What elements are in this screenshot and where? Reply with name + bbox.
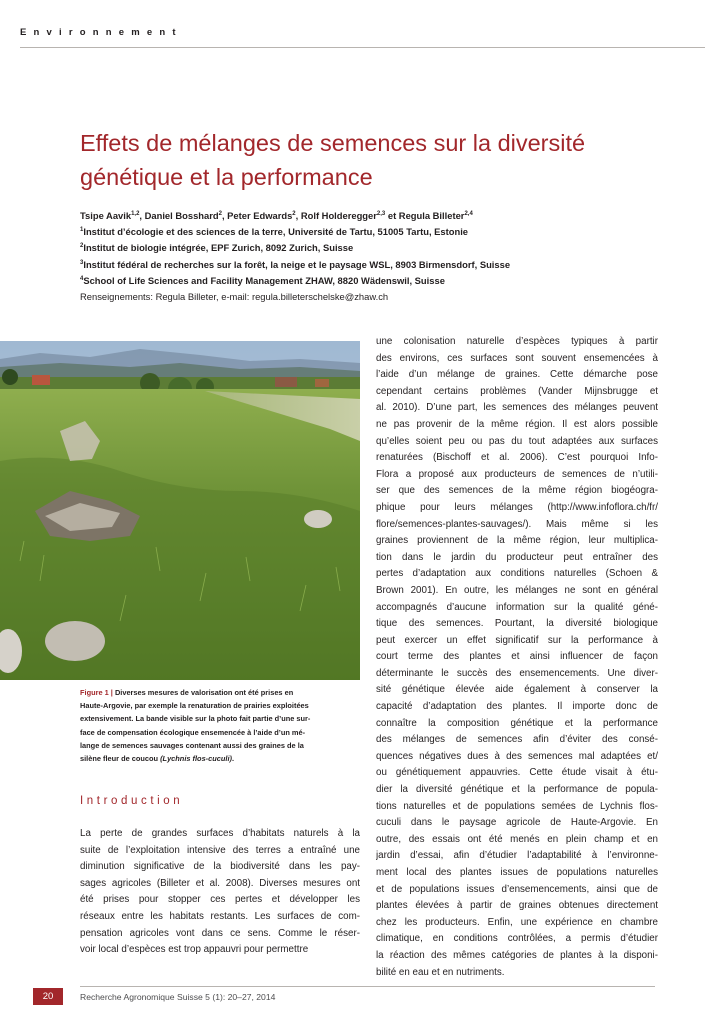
text-line: tion dans le jardin du producteur peut entraîner des [376,551,658,563]
text-line: accompagnés d’aucune information sur la qualité géné- [376,601,658,613]
text-line: court terme des plantes et ainsi influencer de façon [376,651,658,663]
text-line: des mélanges de semences afin d’éviter des consé- [376,734,658,746]
caption-text: face de compensation écologique ensemencée à l’aide d’un mé- [80,727,306,737]
text-line: Flora a proposé aux producteurs de semences de n’utili- [376,468,658,480]
affiliation-1 [80,224,680,240]
caption-text: Diverses mesures de valorisation ont été prises en [114,688,294,697]
text-line: ou génétiquement appauvries. Cette étude visait à étu- [376,767,658,779]
text-line: capacité d’adaptation des plantes. Il importe donc de [376,701,658,713]
text-line: des environs, ces surfaces sont souvent ensemencées à [376,352,658,364]
author-affil-sup: 2,3 [376,210,386,217]
text-line: été prises pour stopper ces pertes et développer les [80,894,360,906]
text-line: qu’elles soient peu ou pas du tout adaptées aux surfaces [376,435,658,447]
affiliation-4 [80,273,680,289]
introduction-text-left [80,826,360,959]
text-line: ser que des semences de la même région biogéogra- [376,485,658,497]
text-line: peut exercer un effet significatif sur la performance à [376,634,658,646]
author-name: , Daniel Bosshard [139,210,219,221]
text-line: dier la diversité génétique et la performance de popula- [376,784,658,796]
text-line: tique des semences. Pourtant, la diversité biologique [376,618,658,630]
caption-text: . [231,754,235,764]
journal-citation: Recherche Agronomique Suisse 5 (1): 20–27, 2014 [80,992,276,1002]
author-affil-sup: 2 [292,210,296,217]
text-line: réseaux entre les habitats restants. Les surfaces de com- [80,910,360,922]
text-line: jardin d’essai, afin d’étudier l’adaptabilité à l’environne- [376,850,658,862]
text-line: bilité en eau et en nutriments. [376,966,505,978]
author-name: Tsipe Aavik [80,210,132,221]
text-line: La perte de grandes surfaces d’habitats naturels à la [80,828,360,839]
caption-species: (Lychnis flos-cuculi) [160,754,232,764]
introduction-text-right [376,334,658,981]
text-line: la réaction des mêmes catégories de plantes à la disponi- [376,949,658,961]
affiliation-sup: 1 [80,227,84,234]
text-line: diminution significative de la biodiversité dans les pay- [80,861,360,873]
section-label: Environnement [20,27,183,38]
text-line: al. 2010). D’une part, les semences des mélanges peuvent [376,402,658,414]
text-line: renaturées (Bischoff et al. 2006). C’est pourquoi Info- [376,452,658,464]
affiliation-sup: 4 [80,275,84,282]
text-line: phique pour leurs mélanges (http://www.infoflora.ch/fr/ [376,501,658,513]
text-line: graines proviennent de la même région, leur multiplica- [376,535,658,547]
text-line: cuculi dans le paysage agricole de Haute-Argovie. En [376,817,658,829]
text-line: connaître la composition génétique et la performance [376,717,658,729]
text-line: pensation agricoles vont dans ce sens. Comme le réser- [80,927,360,939]
figure-label: Figure 1 | [80,688,113,697]
text-line: outre, des essais ont été menés en plein champ et en [376,833,658,845]
footer-divider [80,986,655,987]
affiliation-text: School of Life Sciences and Facility Management ZHAW, 8820 Wädenswil, Suisse [83,274,445,286]
text-line: sages agricoles (Billeter et al. 2008). Diverses mesures ont [80,877,360,889]
author-name: , Peter Edwards [221,210,293,221]
text-line: climatique, en conditions contrôlées, a permis d’étudier [376,933,658,945]
caption-text: Haute-Argovie, par exemple la renaturation de prairies exploitées [80,701,309,711]
author-affil-sup: 2,4 [464,210,473,217]
meadow-photo [0,341,360,680]
page-number: 20 [33,988,63,1005]
text-line: une colonisation naturelle d’espèces typiques à partir [376,336,658,347]
text-line: plantes élevées à partir de graines obtenues directement [376,900,658,912]
caption-text: extensivement. La bande visible sur la photo fait partie d’une sur- [80,714,311,724]
author-list [80,208,680,224]
text-line: l’aide d’un mélange de graines. Cette démarche pose [376,369,658,381]
caption-text: silène fleur de coucou [80,754,161,764]
text-line: tions naturelles et de populations semées de Lychnis flos- [376,800,658,812]
text-line: déterminante le succès des ensemencements. Une diver- [376,667,658,679]
author-block [80,208,680,305]
text-line: quences négatives dues à des semences mal adaptées et/ [376,750,658,762]
affiliation-text: Institut de biologie intégrée, EPF Zurich, 8092 Zurich, Suisse [83,242,354,254]
author-name: , Rolf Holderegger [295,210,377,221]
affiliation-2 [80,240,680,256]
author-affil-sup: 1,2 [131,210,140,217]
text-line: suite de l’exploitation intensive des terres a entraîné une [80,844,360,856]
affiliation-text: Institut d’écologie et des sciences de la terre, Université de Tartu, 51005 Tartu, Estonie [83,226,469,238]
title-line-1: Effets de mélanges de semences sur la diversité [80,130,586,156]
text-line: et de populations issues d’ensemencements, ainsi que de [376,883,658,895]
text-line: Brown 2001). En outre, les mélanges ne sont en général [376,584,658,596]
introduction-heading: Introduction [80,795,184,807]
text-line: ment local des plantes issues de populations naturelles [376,867,658,878]
affiliation-3 [80,257,680,273]
text-line: chez les producteurs. Enfin, une expérience en chambre [376,916,658,928]
header-divider [20,47,705,48]
text-line: cependant certains problèmes (Vander Mijnsbrugge et [376,385,658,397]
text-line: flore/semences-plantes-sauvages/). Mais même si les [376,518,658,530]
contact-info: Renseignements: Regula Billeter, e-mail: regula.billeterschelske@zhaw.ch [80,290,389,302]
text-line: pertes d’adaptation aux conditions naturelles (Schoen & [376,568,658,580]
caption-text: lange de semences sauvages contenant aussi des graines de la [80,740,304,750]
text-line: ne pas provenir de la même région. Il est alors possible [376,418,658,430]
title-line-2: génétique et la performance [80,164,373,190]
text-line: voir local d’espèces est trop appauvri pour permettre [80,944,309,956]
affiliation-sup: 2 [80,243,84,250]
article-title [80,126,680,194]
author-affil-sup: 2 [218,210,222,217]
affiliation-sup: 3 [80,259,84,266]
author-name: et Regula Billeter [385,210,465,221]
figure-caption [80,686,350,765]
text-line: sité génétique élevée aide également à conserver la [376,684,658,696]
affiliation-text: Institut fédéral de recherches sur la forêt, la neige et le paysage WSL, 8903 Birmensdorf, Suisse [83,258,511,270]
